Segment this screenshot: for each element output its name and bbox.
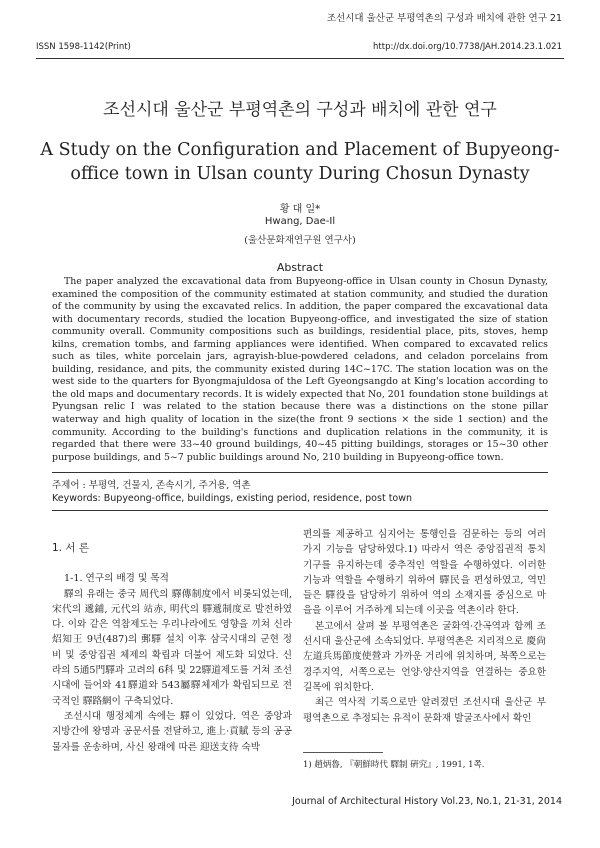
subsection-heading: 1-1. 연구의 배경 및 목적 xyxy=(64,573,169,585)
paragraph: 최근 역사적 기록으로만 알려졌던 조선시대 울산군 부평역촌으로 추정되는 유적이 문화재 발굴조사에서 확인 xyxy=(303,697,546,724)
author-name-english: Hwang, Dae-Il xyxy=(264,216,336,227)
paragraph: 편의를 제공하고 심지어는 통행인을 검문하는 등의 여러 가지 기능을 담당하였다.1) 따라서 역은 중앙집권적 통치 기구를 유지하는데 중추적인 역할을 수행하였다. 이러한 기능과 역할을 수행하기 위하여 驛民을 편성하였고, 역민들은 驛役을 담당하기 위하여 역의 소재지를 중심으로 마을을 이루어 거주하게 되는데 이곳을 역촌이라 한다. xyxy=(303,529,546,617)
section-heading: 1. 서 론 xyxy=(52,542,89,554)
keywords-english: Keywords: Bupyeong-office, buildings, existing period, residence, post town xyxy=(52,493,413,504)
paragraph: 조선시대 행정체계 속에는 驛이 있었다. 역은 중앙과 지방간에 왕명과 공문서를 전달하고, 進上·貢賦 등의 공공 물자를 운송하며, 사신 왕래에 따른 迎送支待 숙박 xyxy=(52,710,292,753)
body-right-column xyxy=(303,527,546,726)
keywords-top-rule xyxy=(52,472,548,473)
abstract-heading: Abstract xyxy=(276,261,324,274)
running-title: 조선시대 울산군 부평역촌의 구성과 배치에 관한 연구 21 xyxy=(326,13,562,24)
journal-footer: Journal of Architectural History Vol.23, No.1, 21-31, 2014 xyxy=(292,796,562,807)
issn: ISSN 1598-1142(Print) xyxy=(36,42,131,52)
keywords-korean: 주제어 : 부평역, 건물지, 존속시기, 주거용, 역촌 xyxy=(52,480,251,491)
doi-link[interactable]: http://dx.doi.org/10.7738/JAH.2014.23.1.021 xyxy=(373,42,562,52)
footnote: 1) 趙炳魯, 『朝鮮時代 驛制 硏究』, 1991, 1쪽. xyxy=(303,760,485,770)
paragraph: 본고에서 살펴 볼 부평역촌은 굴화역·간곡역과 함께 조선시대 울산군에 소속되었다. 부평역촌은 지리적으로 慶尙左道兵馬節度使營과 가까운 거리에 위치하며, 북쪽으로는 경주지역, 서쪽으로는 언양·양산지역을 연결하는 중요한 길목에 위치한다. xyxy=(303,620,546,693)
paragraph: 驛의 유래는 중국 周代의 驛傳制度에서 비롯되었는데, 宋代의 遞鋪, 元代의 站赤, 明代의 驛遞制度로 발전하였다. 이와 같은 역참제도는 우리나라에도 영향을 끼쳐 신라 炤知王 9년(487)의 郵驛 설치 이후 삼국시대의 군현 정비 및 중앙집권 체제의 확립과 더불어 제도화 되었다. 신라의 5通5門驛과 고려의 6科 및 22驛道제도를 거쳐 조선시대에 들어와 41驛道와 543屬驛체제가 확립되므로 전국적인 驛路網이 구축되었다. xyxy=(52,588,292,707)
title-korean: 조선시대 울산군 부평역촌의 구성과 배치에 관한 연구 xyxy=(103,100,497,120)
header-rule xyxy=(36,58,564,59)
footnote-rule xyxy=(303,752,383,753)
keywords-bottom-rule xyxy=(52,510,548,511)
title-english: A Study on the Configuration and Placement of Bupyeong-office town in Ulsan county During Chosun Dynasty xyxy=(40,140,560,184)
body-left-column xyxy=(52,541,292,755)
author-name-korean: 황 대 일* xyxy=(279,204,321,215)
abstract-text: The paper analyzed the excavational data from Bupyeong-office in Ulsan county in Chosun Dynasty, examined the composition of the community estimated at station community, and studied the duration of the community by using the excavated relics. In addition, the paper compared the excavational data with documentary records, studied the location Bupyeong-office, and investigated the size of station community overall. Community compositions such as buildings, residential place, pits, stoves, hemp kilns, cremation tombs, and farming appliances were identified. When compared to excavated relics such as tiles, white porcelain jars, agrayish-blue-powdered celadons, and celadon porcelains from building, residance, and pits, the community existed during 14C~17C. The station location was on the west side to the quarters for Byongmajuldosa of the Left Gyeongsangdo at King's location according to the old maps and documentary records. It is widely expected that No, 201 foundation stone buildings at Pyungsan relic Ⅰ was related to the station because there was a distinctions on the stone pillar waterway and high quality of location in the size(the front 9 sections × the side 1 section) and the community. According to the building's functions and duplication relations in the community, it is regarded that there were 33~40 ground buildings, 40~45 pitting buildings, storages or 15~30 other purpose buildings, and 5~7 public buildings around No, 210 building in Bupyeong-office town. xyxy=(52,276,548,463)
author-affiliation: (울산문화재연구원 연구사) xyxy=(244,235,356,246)
